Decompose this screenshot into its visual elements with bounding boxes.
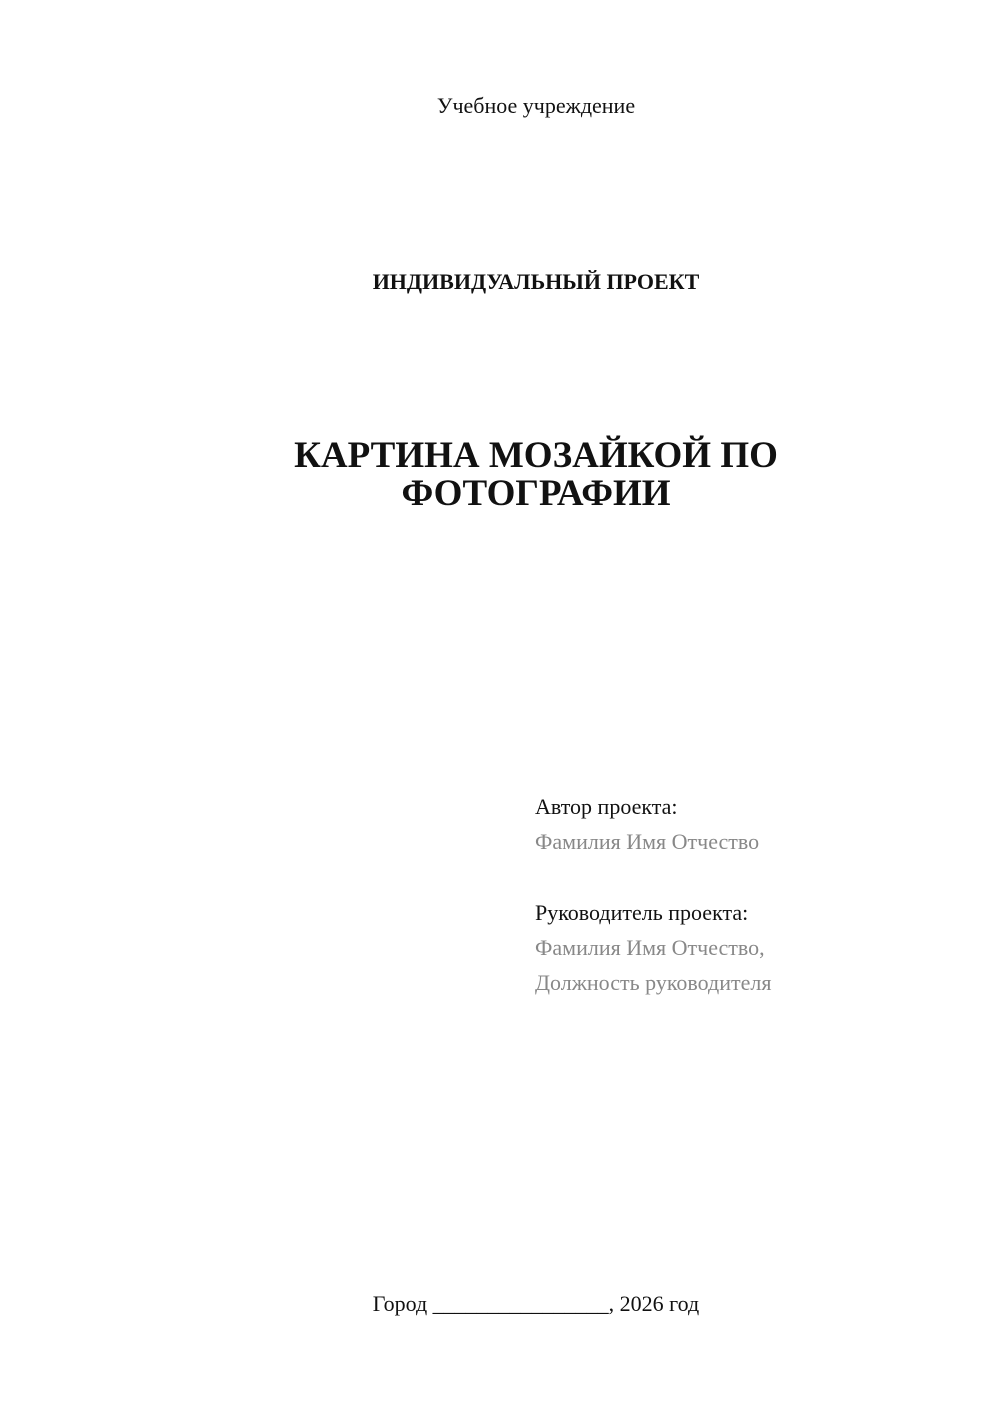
supervisor-label: Руководитель проекта: — [535, 900, 749, 925]
institution-name: Учебное учреждение — [436, 93, 636, 118]
author-name: Фамилия Имя Отчество — [535, 829, 760, 854]
supervisor-name: Фамилия Имя Отчество, — [535, 935, 765, 960]
credits-spacer — [535, 859, 975, 895]
project-type-heading: ИНДИВИДУАЛЬНЫЙ ПРОЕКТ — [372, 269, 700, 294]
project-title-line-1: КАРТИНА МОЗАЙКОЙ ПО — [294, 435, 778, 476]
project-title — [0, 437, 1000, 513]
project-title-line-2: ФОТОГРАФИИ — [401, 473, 671, 514]
credits-block — [535, 789, 975, 1000]
supervisor-position: Должность руководителя — [535, 970, 772, 995]
author-label: Автор проекта: — [535, 794, 678, 819]
city-year-footer: Город ________________, 2026 год — [372, 1291, 700, 1316]
